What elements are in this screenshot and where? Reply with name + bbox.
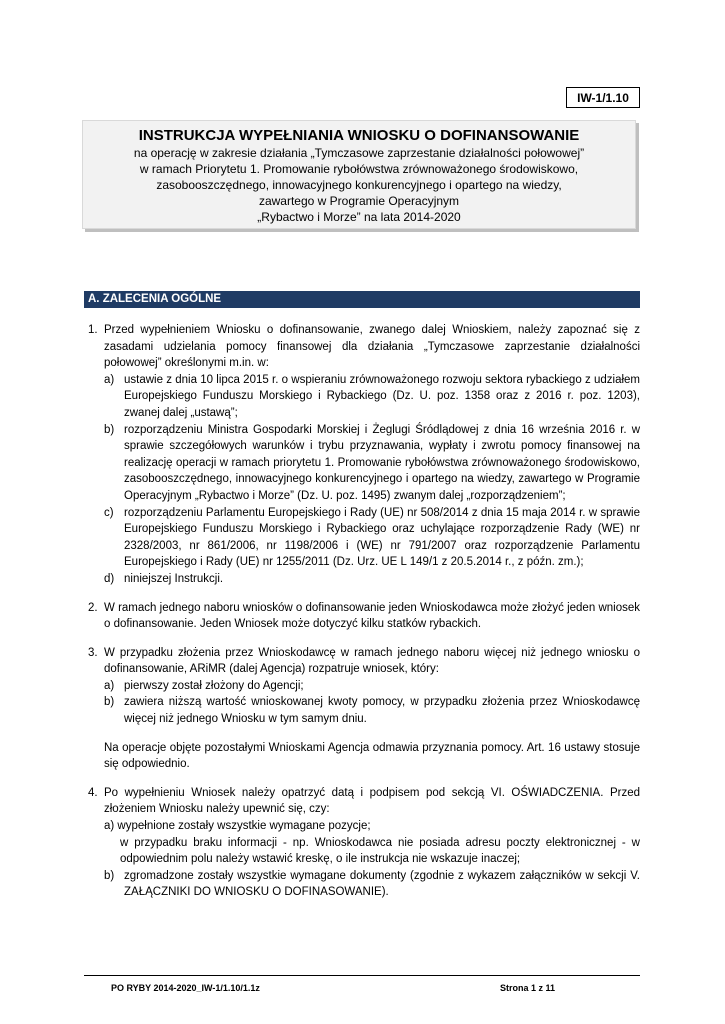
- sub-item-letter: d): [104, 572, 115, 585]
- sub-item: [104, 422, 640, 505]
- item-number: 1.: [88, 324, 98, 336]
- item-text: Przed wypełnieniem Wniosku o dofinansowanie, zwanego dalej Wnioskiem, należy zapoznać się z zasadami udzielania pomocy finansowej dla działania „Tymczasowe zaprzestanie działalności połowowej” określonymi m.in. w:: [104, 324, 640, 370]
- item-number: 2.: [88, 601, 98, 614]
- title-line: zasobooszczędnego, innowacyjnego konkurencyjnego i opartego na wiedzy,: [156, 178, 562, 192]
- sub-item-letter: c): [104, 506, 114, 519]
- sub-item-text: rozporządzeniu Ministra Gospodarki Morskiej i Żeglugi Śródlądowej z dnia 16 września 2016 r. w sprawie szczegółowych warunków i trybu przyznawania, wypłaty i zwrotu pomocy finansowej na realizację operacji w ramach priorytetu 1. Promowanie rybołówstwa zrównoważonego środowiskowo, zasobooszczędnego, innowacyjnego konkurencyjnego i opartego na wiedzy, zawartego w Programie Operacyjnym „Rybactwo i Morze” (Dz. U. poz. 1495) zwanym dalej „rozporządzeniem”;: [124, 423, 640, 502]
- title-line: „Rybactwo i Morze” na lata 2014-2020: [257, 210, 461, 224]
- sub-item-letter: a): [104, 373, 115, 386]
- item-note: Na operacje objęte pozostałymi Wnioskami Agencja odmawia przyznania pomocy. Art. 16 ustawy stosuje się odpowiednio.: [104, 741, 640, 771]
- item-text: W ramach jednego naboru wniosków o dofinansowanie jeden Wnioskodawca może złożyć jeden wniosek o dofinansowanie. Jeden Wniosek może dotyczyć kilku statków rybackich.: [104, 601, 640, 631]
- sub-item: [104, 868, 640, 901]
- sub-item: [104, 678, 640, 695]
- sub-item: [104, 505, 640, 571]
- document-title: INSTRUKCJA WYPEŁNIANIA WNIOSKU O DOFINANSOWANIE: [138, 127, 580, 144]
- page-number: Strona 1 z 11: [500, 983, 556, 993]
- sub-item-text: ustawie z dnia 10 lipca 2015 r. o wspieraniu zrównoważonego rozwoju sektora rybackiego z udziałem Europejskiego Funduszu Morskiego i Rybackiego (Dz. U. poz. 1358 oraz z 2016 r. poz. 1203), zwanej dalej „ustawą”;: [124, 373, 640, 419]
- sub-item: [104, 694, 640, 727]
- sub-item-text: rozporządzeniu Parlamentu Europejskiego i Rady (UE) nr 508/2014 z dnia 15 maja 2014 r. w sprawie Europejskiego Funduszu Morskiego i Rybackiego oraz uchylające rozporządzenie Rady (WE) nr 2328/2003, nr 861/2006, nr 1198/2006 i (WE) nr 791/2007 oraz rozporządzenie Parlamentu Europejskiego i Rady (UE) nr 1255/2011 (Dz. Urz. UE L 149/1 z 20.5.2014 r., z późn. zm.);: [124, 506, 640, 569]
- item-text: Po wypełnieniu Wniosek należy opatrzyć datą i podpisem pod sekcją VI. OŚWIADCZENIA. Przed złożeniem Wniosku należy upewnić się, czy:: [104, 786, 640, 816]
- list-item: [84, 600, 640, 633]
- sub-item: [104, 571, 640, 588]
- item-number: 4.: [88, 786, 98, 799]
- title-line: w ramach Priorytetu 1. Promowanie rybołówstwa zrównoważonego środowiskowo,: [139, 162, 579, 176]
- footer-divider: [84, 975, 640, 976]
- instructions-body: [84, 322, 640, 913]
- sub-item: [104, 372, 640, 422]
- sub-item-letter: b): [104, 869, 115, 882]
- sub-item-text: zgromadzone zostały wszystkie wymagane dokumenty (zgodnie z wykazem załączników w sekcji V. ZAŁĄCZNIKI DO WNIOSKU O DOFINASOWANIE).: [124, 869, 640, 899]
- title-line: zawartego w Programie Operacyjnym: [258, 194, 460, 208]
- item-text: W przypadku złożenia przez Wnioskodawcę w ramach jednego naboru więcej niż jednego wniosku o dofinansowanie, ARiMR (dalej Agencja) rozpatruje wniosek, który:: [104, 646, 640, 676]
- sub-item-text: pierwszy został złożony do Agencji;: [124, 679, 304, 692]
- sub-item-letter: b): [104, 423, 115, 436]
- item-number: 3.: [88, 646, 98, 659]
- list-item: [84, 322, 640, 588]
- sub-item-text: niniejszej Instrukcji.: [124, 572, 224, 585]
- title-box: [82, 120, 636, 229]
- sub-item-letter: a): [104, 679, 115, 692]
- sub-item-text: w przypadku braku informacji - np. Wnioskodawca nie posiada adresu poczty elektronicznej - w odpowiednim polu należy wstawić kreskę, o ile instrukcja nie wskazuje inaczej;: [120, 836, 640, 866]
- footer-document-id: PO RYBY 2014-2020_IW-1/1.10/1.1z: [111, 983, 260, 993]
- sub-item-text: zawiera niższą wartość wnioskowanej kwoty pomocy, w przypadku złożenia przez Wnioskodawcę więcej niż jednego Wniosku w tym samym dniu.: [124, 696, 640, 726]
- title-line: na operację w zakresie działania „Tymczasowe zaprzestanie działalności połowowej”: [133, 146, 585, 160]
- sub-item-text: a) wypełnione zostały wszystkie wymagane pozycje;: [104, 820, 371, 833]
- sub-item-letter: b): [104, 696, 115, 709]
- section-heading: A. ZALECENIA OGÓLNE: [84, 291, 640, 308]
- document-code: IW-1/1.10: [566, 87, 640, 108]
- list-item: [84, 785, 640, 901]
- list-item: [84, 645, 640, 773]
